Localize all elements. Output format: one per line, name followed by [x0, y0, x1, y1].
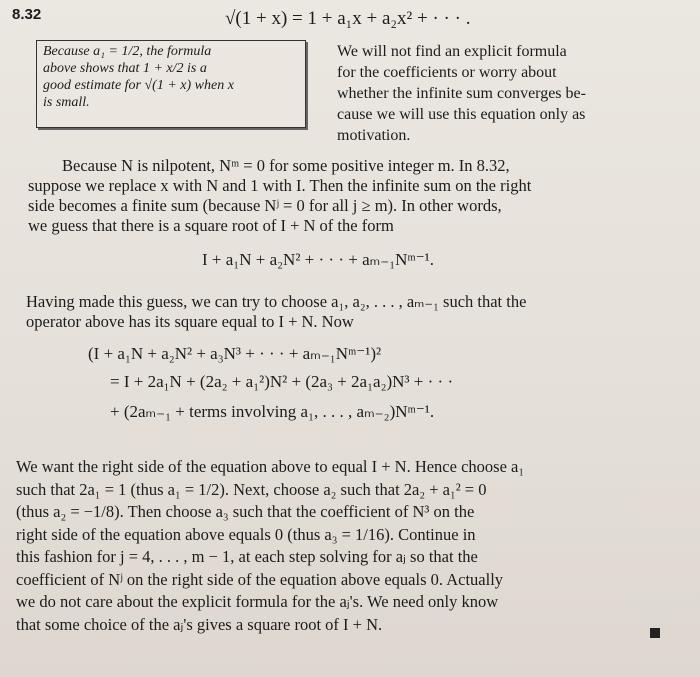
paragraph-line: Because N is nilpotent, Nᵐ = 0 for some positive integer m. In 8.32, — [62, 156, 510, 175]
expansion-line-3: + (2aₘ₋₁ + terms involving a₁, . . . , aₘ₋₂)Nᵐ⁻¹. — [110, 402, 435, 421]
aside-line: cause we will use this equation only as — [337, 106, 586, 123]
paragraph-coefficients — [16, 456, 524, 636]
margin-note-line: Because a₁ = 1/2, the formula — [43, 44, 212, 59]
aside-text — [337, 41, 657, 146]
paragraph-nilpotent — [28, 156, 531, 236]
paragraph-line: operator above has its square equal to I + N. Now — [26, 312, 354, 331]
aside-line: motivation. — [337, 127, 411, 144]
expansion-line-2: = I + 2a₁N + (2a₂ + a₁²)N² + (2a₃ + 2a₁a₂)N³ + · · · — [110, 372, 454, 391]
equation-number: 8.32 — [12, 6, 42, 23]
paragraph-line: we guess that there is a square root of I + N of the form — [28, 216, 394, 235]
expansion-line-1: (I + a₁N + a₂N² + a₃N³ + · · · + aₘ₋₁Nᵐ⁻¹)² — [88, 344, 382, 363]
paragraph-line: such that 2a₁ = 1 (thus a₁ = 1/2). Next, choose a₂ such that 2a₂ + a₁² = 0 — [16, 479, 487, 499]
aside-line: We will not find an explicit formula — [337, 43, 567, 60]
aside-line: whether the infinite sum converges be- — [337, 85, 586, 102]
paragraph-line: We want the right side of the equation above to equal I + N. Hence choose a₁ — [16, 457, 525, 476]
paragraph-line: coefficient of Nʲ on the right side of the equation above equals 0. Actually — [16, 569, 504, 589]
paragraph-line: Having made this guess, we can try to choose a₁, a₂, . . . , aₘ₋₁ such that the — [26, 292, 527, 311]
paragraph-line: (thus a₂ = −1/8). Then choose a₃ such that the coefficient of N³ on the — [16, 502, 475, 521]
series-equation: √(1 + x) = 1 + a₁x + a₂x² + · · · . — [225, 8, 471, 29]
paragraph-line: this fashion for j = 4, . . . , m − 1, at each step solving for aⱼ so that the — [16, 547, 478, 566]
paragraph-line: we do not care about the explicit formula for the aⱼ's. We need only know — [16, 592, 499, 611]
paragraph-line: side becomes a finite sum (because Nʲ = 0 for all j ≥ m). In other words, — [28, 196, 502, 215]
paragraph-line: suppose we replace x with N and 1 with I. Then the infinite sum on the right — [28, 176, 532, 195]
guess-formula: I + a₁N + a₂N² + · · · + aₘ₋₁Nᵐ⁻¹. — [202, 250, 435, 269]
paragraph-line: that some choice of the aⱼ's gives a square root of I + N. — [16, 614, 383, 634]
end-of-proof-square — [650, 628, 660, 638]
paragraph-guess — [26, 292, 526, 332]
margin-note-line: is small. — [43, 95, 90, 110]
aside-line: for the coefficients or worry about — [337, 64, 557, 81]
margin-note — [36, 40, 306, 128]
margin-note-line: above shows that 1 + x/2 is a — [43, 61, 207, 76]
paragraph-line: right side of the equation above equals 0 (thus a₃ = 1/16). Continue in — [16, 524, 476, 544]
margin-note-line: good estimate for √(1 + x) when x — [43, 78, 234, 93]
